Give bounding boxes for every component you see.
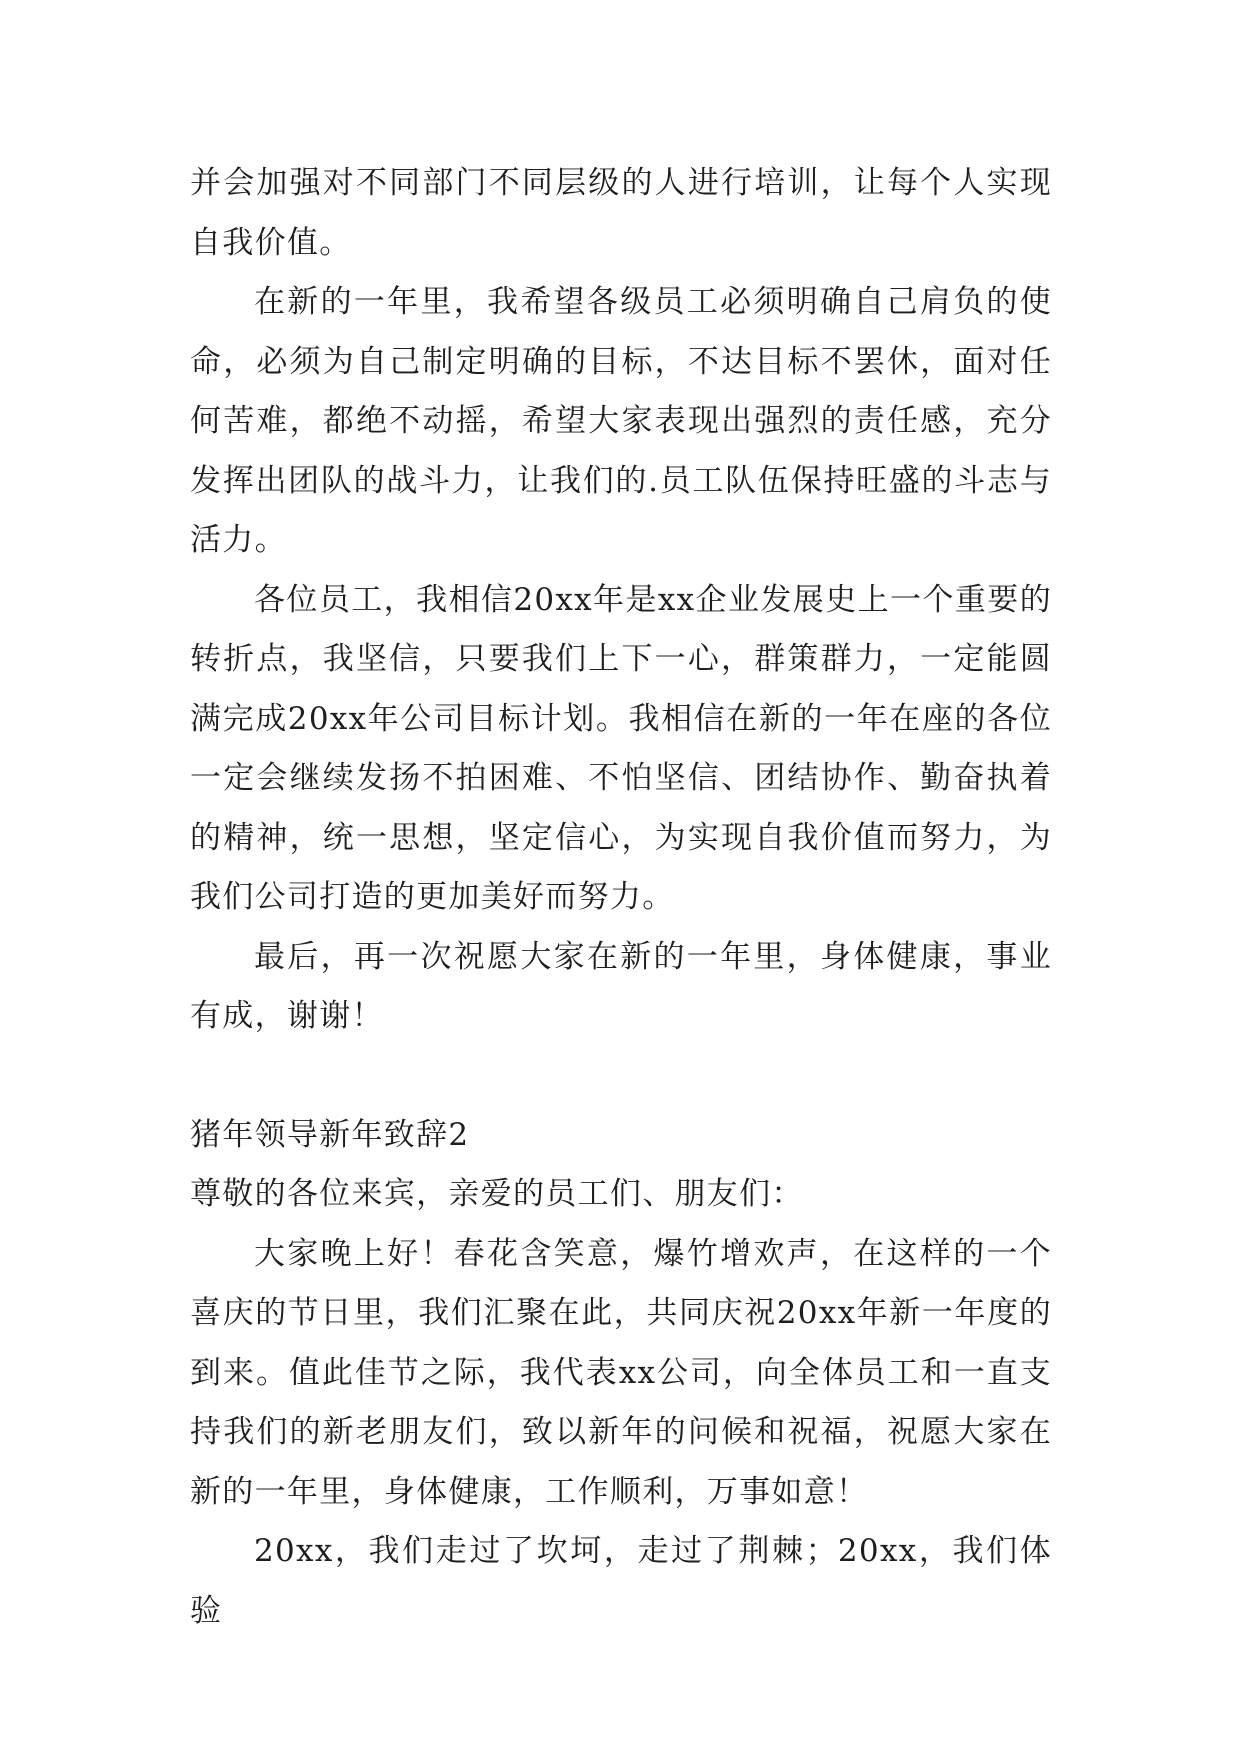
- paragraph-continuation: 并会加强对不同部门不同层级的人进行培训，让每个人实现自我价值。: [190, 165, 1052, 261]
- paragraph-greeting: 大家晚上好！春花含笑意，爆竹增欢声，在这样的一个喜庆的节日里，我们汇聚在此，共同庆祝20xx年新一年度的到来。值此佳节之际，我代表xx公司，向全体员工和一直支持我们的新老朋友们，致以新年的问候和祝福，祝愿大家在新的一年里，身体健康，工作顺利，万事如意！: [190, 1235, 1052, 1510]
- paragraph-mission: 在新的一年里，我希望各级员工必须明确自己肩负的使命，必须为自己制定明确的目标，不达目标不罢休，面对任何苦难，都绝不动摇，希望大家表现出强烈的责任感，充分发挥出团队的战斗力，让我们的.员工队伍保持旺盛的斗志与活力。: [190, 284, 1052, 558]
- document-body: [190, 154, 1052, 1641]
- section-title: 猪年领导新年致辞2: [190, 1116, 470, 1153]
- paragraph-belief: 各位员工，我相信20xx年是xx企业发展史上一个重要的转折点，我坚信，只要我们上下一心，群策群力，一定能圆满完成20xx年公司目标计划。我相信在新的一年在座的各位一定会继续发扬不拍困难、不怕坚信、团结协作、勤奋执着的精神，统一思想，坚定信心，为实现自我价值而努力，为我们公司打造的更加美好而努力。: [190, 581, 1052, 915]
- salutation: 尊敬的各位来宾，亲爱的员工们、朋友们：: [190, 1176, 804, 1212]
- paragraph-closing-wish: 最后，再一次祝愿大家在新的一年里，身体健康，事业有成，谢谢！: [190, 938, 1052, 1034]
- paragraph-review: 20xx，我们走过了坎坷，走过了荆棘；20xx，我们体验: [190, 1533, 1052, 1629]
